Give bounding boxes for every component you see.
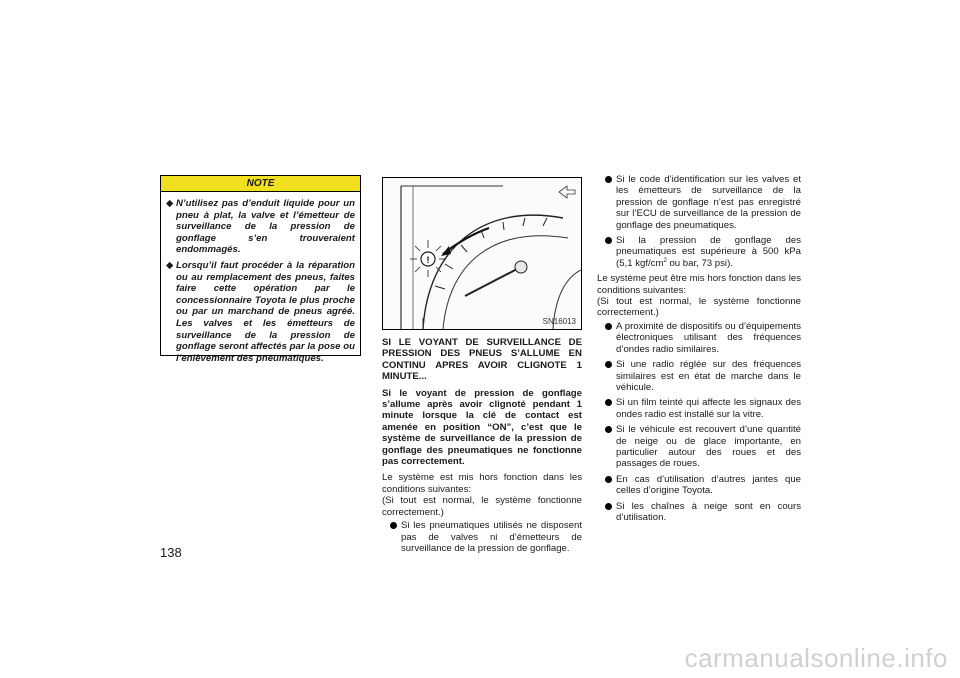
watermark: carmanualsonline.info	[684, 643, 948, 673]
diamond-bullet-icon: ◆	[166, 198, 174, 209]
note-box	[160, 175, 361, 364]
list-item: En cas d’utilisation d’autres jantes que celles d’origine Toyota.	[602, 474, 801, 497]
list-item: Si le véhicule est recouvert d’une quantité de neige ou de glace importante, en particulier autour des roues et des passages de roues.	[602, 424, 801, 470]
bullet-icon	[605, 361, 612, 368]
bold-paragraph: Si le voyant de pression de gonflage s’allume après avoir clignoté pendant 1 minute lorsque la clé de contact est amenée en position “ON”, c’est que le système de surveillance de la pression de gonflage des pneumatiques ne fonctionne pas correctement.	[382, 387, 582, 468]
paragraph: (Si tout est normal, le système fonctionne correctement.)	[597, 296, 801, 319]
bullet-icon	[605, 426, 612, 433]
section-heading: SI LE VOYANT DE SURVEILLANCE DE PRESSION DES PNEUS S’ALLUME EN CONTINU APRES AVOIR CLIGNOTE 1 MINUTE...	[382, 337, 582, 383]
note-item	[161, 260, 360, 364]
note-title: NOTE	[161, 176, 360, 192]
list-item: Si la pression de gonflage des pneumatiques est supérieure à 500 kPa (5,1 kgf/$cm^2$ ou bar, 73 psi).	[602, 235, 801, 269]
list-item: Si une radio réglée sur des fréquences similaires est en état de marche dans le véhicule.	[602, 359, 801, 393]
bullet-icon	[605, 503, 612, 510]
list-item: Si les chaînes à neige sont en cours d’utilisation.	[602, 501, 801, 524]
note-item	[161, 198, 360, 256]
bullet-icon	[605, 399, 612, 406]
paragraph: (Si tout est normal, le système fonctionne correctement.)	[382, 495, 582, 518]
paragraph: Le système peut être mis hors fonction dans les conditions suivantes:	[597, 273, 801, 296]
gauge-illustration	[383, 178, 581, 329]
dashboard-figure	[382, 177, 582, 330]
list-item: Si les pneumatiques utilisés ne disposent pas de valves ni d’émetteurs de surveillance de la pression de gonflage.	[387, 520, 582, 554]
svg-text:!: !	[426, 255, 430, 265]
right-column	[597, 174, 801, 527]
list-item: A proximité de dispositifs ou d’équipements électroniques utilisant des fréquences d’ondes radio similaires.	[602, 321, 801, 355]
note-item-text: Lorsqu’il faut procéder à la réparation ou au remplacement des pneus, faites faire cette opération par le concessionnaire Toyota le plus proche ou par un marchand de pneus agréé. Les valves et les émetteurs de surveillance de la pression de gonflage seront affectés par la pose ou l’enlèvement des pneumatiques.	[176, 259, 355, 364]
bullet-icon	[605, 323, 612, 330]
bullet-list	[382, 520, 582, 554]
bullet-icon	[390, 522, 397, 529]
paragraph: Le système est mis hors fonction dans les conditions suivantes:	[382, 472, 582, 495]
middle-column	[382, 337, 582, 558]
bullet-icon	[605, 176, 612, 183]
bullet-icon	[605, 237, 612, 244]
diamond-bullet-icon: ◆	[166, 259, 174, 271]
note-item-text: N’utilisez pas d’enduit liquide pour un pneu à plat, la valve et l’émetteur de surveillance de la pression de gonflage s’en trouveraient endommagés.	[176, 198, 355, 256]
bullet-list	[597, 174, 801, 269]
list-item: Si le code d’identification sur les valves et les émetteurs de surveillance de la pression de gonflage n’est pas enregistré sur l’ECU de surveillance de la pression de gonflage des pneumatiques.	[602, 174, 801, 231]
list-item: Si un film teinté qui affecte les signaux des ondes radio est installé sur la vitre.	[602, 397, 801, 420]
page-number: 138	[160, 545, 182, 560]
bullet-list	[597, 321, 801, 524]
bullet-icon	[605, 476, 612, 483]
figure-code: SN16013	[542, 317, 576, 326]
